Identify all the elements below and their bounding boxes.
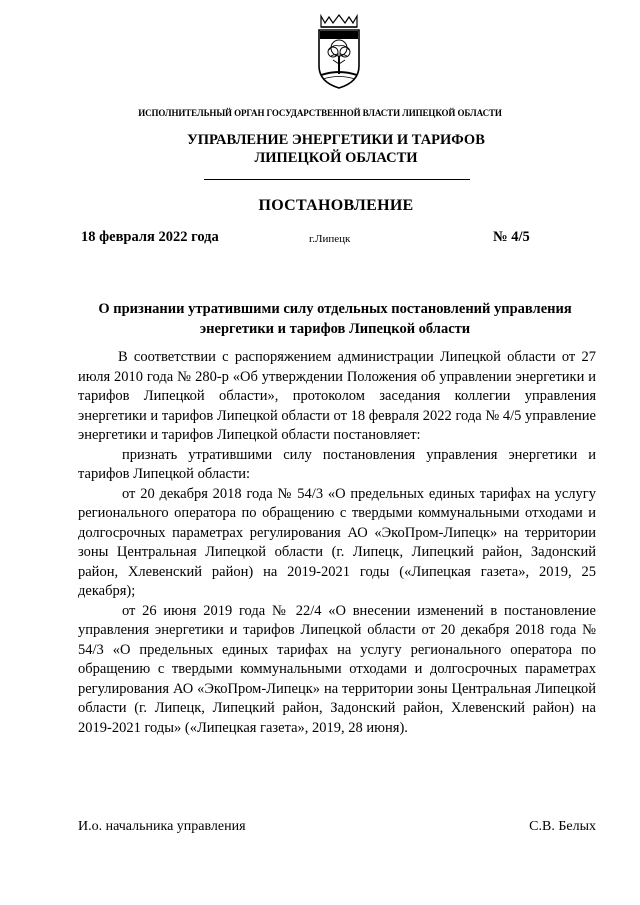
header-divider	[204, 179, 470, 180]
signatory-name: С.В. Белых	[529, 819, 596, 834]
document-subject	[60, 299, 610, 339]
body-paragraph-item-1: от 20 декабря 2018 года № 54/3 «О предельных единых тарифах на услугу регионального оператора по обращению с твердыми коммунальными отходами и долгосрочных параметрах регулирования АО «ЭкоПром-Липецк» на территории зоны Центральная Липецкой области (г. Липецк, Липецкий район, Задонский район, Хлевенский район) на 2019-2021 годы («Липецкая газета», 2019, 25 декабря);	[78, 485, 596, 599]
body-paragraph-preamble: В соответствии с распоряжением администрации Липецкой области от 27 июля 2010 года № 280-р «Об утверждении Положения об управлении энергетики и тарифов Липецкой области», протоколом заседания коллегии управления энергетики и тарифов Липецкой области от 18 февраля 2022 года № 4/5 управление энергетики и тарифов Липецкой области постановляет:	[78, 349, 596, 443]
document-date: 18 февраля 2022 года	[81, 229, 219, 245]
document-city: г.Липецк	[309, 233, 351, 245]
body-paragraph-resolution: признать утратившими силу постановления управления энергетики и тарифов Липецкой области:	[78, 446, 596, 482]
document-number: № 4/5	[493, 229, 530, 245]
document-body	[78, 348, 596, 738]
signatory-position: И.о. начальника управления	[78, 819, 246, 834]
document-type-title: ПОСТАНОВЛЕНИЕ	[258, 197, 414, 214]
department-name-line1: УПРАВЛЕНИЕ ЭНЕРГЕТИКИ И ТАРИФОВ	[187, 132, 485, 148]
organization-name: ИСПОЛНИТЕЛЬНЫЙ ОРГАН ГОСУДАРСТВЕННОЙ ВЛАСТИ ЛИПЕЦКОЙ ОБЛАСТИ	[138, 108, 502, 118]
department-name-line2: ЛИПЕЦКОЙ ОБЛАСТИ	[254, 150, 418, 166]
department-name	[0, 131, 640, 167]
body-paragraph-item-2: от 26 июня 2019 года № 22/4 «О внесении изменений в постановление управления энергетики и тарифов Липецкой области от 20 декабря 2018 года № 54/3 «О предельных единых тарифах на услугу регионального оператора по обращению с твердыми коммунальными отходами и долгосрочных параметрах регулирования АО «ЭкоПром-Липецк» на территории зоны Центральная Липецкой области (г. Липецк, Липецкий район, Задонский район, Хлевенский район) на 2019-2021 годы» («Липецкая газета», 2019, 28 июня).	[78, 602, 596, 736]
document-subject-line2: энергетики и тарифов Липецкой области	[199, 321, 471, 337]
coat-of-arms-icon	[315, 14, 363, 90]
document-subject-line1: О признании утратившими силу отдельных постановлений управления	[98, 301, 572, 317]
